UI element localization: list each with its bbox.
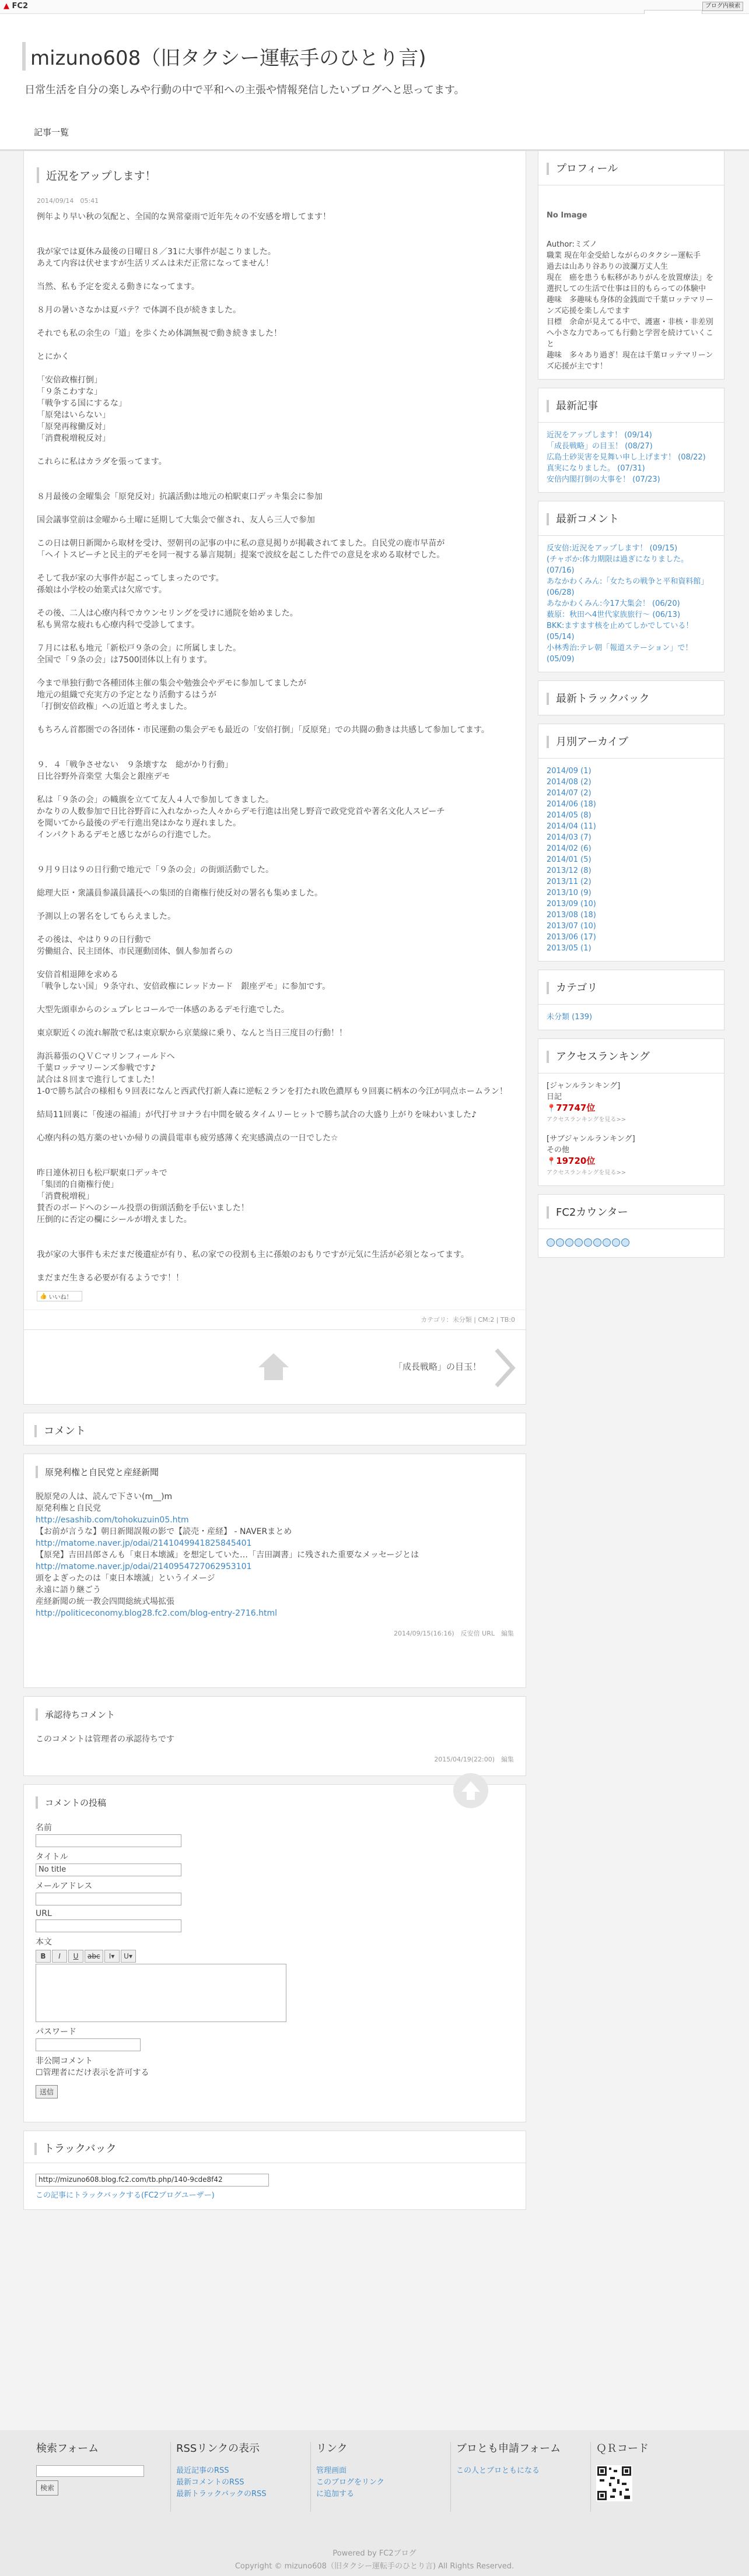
comment-body-line[interactable]: http://matome.naver.jp/odai/2140954727062953101 (36, 1562, 252, 1571)
recent-comments-widget (538, 501, 724, 672)
entry-body-line: 例年より早い秋の気配と、全国的な異常豪雨で近年先々の不安感を増してます！ (37, 212, 331, 222)
archive-link[interactable]: 2014/05 (8) (547, 811, 592, 820)
secret-checkbox[interactable]: ☐ (36, 2068, 43, 2077)
profile-widget (538, 150, 724, 380)
entry-body-line: ７月には私も地元「新松戸９条の会」に所属しました。 (37, 644, 241, 653)
entry-body-line: 結局11回裏に「俊速の福浦」が代打サヨナラ右中間を破るタイムリーヒットで勝ち試合の大盛り上がりを味わいました♪ (37, 1110, 477, 1119)
entry-body-line: 圧倒的に否定の欄にシールが増えました。 (37, 1215, 192, 1224)
entry-body-line: ８月最後の金曜集会「原発反対」抗議活動は地元の柏駅東口デッキ集会に参加 (37, 492, 323, 501)
bold-button[interactable]: B (36, 1950, 51, 1963)
url-label: URL (36, 1909, 52, 1918)
ranking-subgenre-rank: 19720位 (556, 1156, 596, 1166)
entry-body-line: 私は「９条の会」の幟旗を立てて友人４人で参加してきました。 (37, 795, 274, 805)
entry-body-line: 東京駅近くの流れ解散で私は東京駅から京葉線に乗り、なんと当日三度目の行動！！ (37, 1029, 347, 1038)
fc2-search-button[interactable]: ブログ内検索 (702, 2, 743, 11)
entry-body-line: その後は、やはり９の日行動で (37, 935, 151, 945)
footer-qr-title: ＱＲコード (596, 2442, 649, 2455)
nav-entry-list[interactable]: 記事一覧 (34, 127, 69, 138)
comment-body-line[interactable]: http://esashib.com/tohokuzuin05.htm (36, 1515, 189, 1525)
chevron-right-icon[interactable] (493, 1347, 516, 1388)
entry-body-line: 大型先頭車からのシュプレヒコールで一体感のあるデモ行進でした。 (37, 1005, 289, 1015)
entry-body-line: 千葉ロッテマリーンズ参戦です♪ (37, 1064, 156, 1073)
comment-title: 承認待ちコメント (36, 1708, 514, 1721)
recent-comments-title: 最新コメント (547, 513, 619, 525)
profile-line: 趣味 多趣味も身体的金銭面で千葉ロッテマリーンズ応援を楽しんでます (547, 296, 713, 315)
entry-body-line (37, 899, 513, 911)
like-button[interactable] (37, 1291, 82, 1301)
entry-body-line: ８月の暑いさなかは夏バテ？で体調不良が続きました。 (37, 306, 241, 315)
entry-body-line (37, 596, 513, 608)
entry-body-line: インパクトあるデモと感じながらの行進でした。 (37, 830, 216, 840)
trackback-link[interactable]: この記事にトラックバックする(FC2ブログユーザー) (36, 2191, 215, 2200)
recent-comment-link[interactable]: (チャボか:体力期限は過ぎになりました。 (07/16) (547, 555, 689, 575)
subject-field[interactable]: No title (36, 1863, 181, 1876)
entry-body-line: そして我が家の大事件が起こってしまったのです。 (37, 574, 224, 583)
entry-body-line (37, 1261, 513, 1272)
nav-divider (0, 134, 749, 151)
fc2-logo[interactable] (4, 2, 28, 10)
footer (0, 2430, 749, 2576)
entry-body-line: 全国で「９条の会」は7500団体以上有ります。 (37, 655, 212, 665)
entry-body-line: とにかく (37, 352, 69, 362)
archive-link[interactable]: 2014/03 (7) (547, 833, 592, 842)
entry-body-line: 総理大臣・衆議員参議員議長への集団的自衛権行使反対の署名も集めました。 (37, 889, 323, 898)
comment-body (36, 1733, 514, 1745)
submit-button[interactable]: 送信 (36, 2085, 58, 2098)
body-label: 本文 (36, 1938, 52, 1947)
entry-body-line: 昨日連休初日も松戸駅東口デッキで (37, 1168, 167, 1178)
footer-rss-title: RSSリンクの表示 (176, 2442, 260, 2455)
next-entry-link[interactable]: 「成長戦略」の目玉！ (393, 1361, 481, 1372)
format-toolbar (36, 1950, 514, 1963)
entry-body-line: 「消費税増税反対」 (37, 434, 110, 443)
comment-body-line: 【お前が言うな】朝日新聞誤報の影で【読売・産経】 - NAVERまとめ (36, 1527, 292, 1536)
entry-body-line (37, 1039, 513, 1051)
entry-body-line (37, 223, 513, 234)
entry-body-line: 安倍首相退陣を求める (37, 970, 118, 980)
entry-body-line: 我が家の大事件も未だまだ後遺症が有り、私の家での役割も主に孫娘のおもりですが元気に生活が必須となってます。 (37, 1250, 469, 1259)
rss-entries-link[interactable]: 最近記事のRSS (176, 2466, 229, 2475)
font-size-dropdown[interactable]: I▾ (104, 1950, 120, 1963)
entry-body-line (37, 561, 513, 573)
entry-body-line: それでも私の余生の「道」を歩くため体調無視で動き続きました！ (37, 329, 282, 338)
entry-body-line (37, 1156, 513, 1167)
entry-body-line (37, 992, 513, 1004)
secret-label: 非公開コメント (36, 2056, 93, 2066)
entry-body-line: 今まで単独行動で各種団体主催の集会や勉強会やデモに参加してましたが (37, 679, 306, 688)
recent-trackbacks-widget (538, 680, 724, 715)
color-dropdown[interactable]: U▾ (121, 1950, 136, 1963)
archive-link[interactable]: 2014/04 (11) (547, 822, 596, 831)
entry-body-line: 賛否のボードへのシール投票の街頭活動を手伝いました！ (37, 1203, 249, 1213)
ranking-title: アクセスランキング (547, 1051, 650, 1063)
footer-friend-title: ブロとも申請フォーム (456, 2442, 561, 2455)
footer-qr (596, 2442, 649, 2505)
entry-body-line: もちろん首都圏での各団体・市民運動の集会デモも最近の「安倍打倒」「反原発」での共闘の動きは共感して参加してます。 (37, 725, 489, 735)
category-list (547, 1012, 716, 1023)
counter-widget (538, 1194, 724, 1258)
entry-body-line (37, 363, 513, 374)
entry-body-line (37, 841, 513, 852)
entry-body-line: 「原発はいらない」 (37, 410, 110, 420)
entry-body-line (37, 1226, 513, 1237)
fc2-icon: ▲ (4, 2, 9, 10)
entry-body-line: かなりの人数参加で日比谷野音に入れなかった人々からデモ行進は出発し野音で政党党首や著名文化人スピーチ (37, 807, 445, 816)
entry-body-line (37, 782, 513, 794)
qr-code-icon (596, 2465, 632, 2501)
blog-description: 日常生活を自分の楽しみや行動の中で平和への主張や情報発信したいブログへと思ってます。 (24, 84, 465, 96)
recent-comment-link[interactable]: BKK:ますます核を止めてしかでしている！ (05/14) (547, 622, 694, 641)
blog-header (0, 14, 749, 138)
archive-link[interactable]: 2013/08 (18) (547, 911, 596, 920)
entry-body-line: を聞いてから最後のデモ行進出発はかなり遅れました。 (37, 819, 241, 828)
archive-link[interactable]: 2013/09 (10) (547, 900, 596, 908)
footer-friend (456, 2442, 573, 2477)
comment-form (23, 1784, 526, 2122)
archive-link[interactable]: 2013/10 (9) (547, 889, 592, 897)
entry-body-line: まだまだ生きる必要が有るようです！！ (37, 1273, 184, 1283)
body-textarea[interactable] (36, 1964, 286, 2022)
home-icon[interactable] (257, 1352, 290, 1381)
profile-line: 趣味 多々あり過ぎ！現在は千葉ロッテマリーンズ応援が主です！ (547, 351, 713, 371)
admin-link[interactable]: 管理画面 (316, 2466, 347, 2475)
rss-comments-link[interactable]: 最新コメントのRSS (176, 2478, 244, 2487)
entry-meta: カテゴリ：未分類 | CM:2 | TB:0 (24, 1310, 526, 1329)
entry-body-line (37, 1016, 513, 1027)
ranking-widget (538, 1038, 724, 1186)
recent-comment-link[interactable]: 薮原：秋田ヘ4世代家族旅行～ (06/13) (547, 610, 681, 619)
secret-checkbox-label: 管理者にだけ表示を許可する (43, 2068, 149, 2077)
comment-body-line: 脱原発の人は、読んで下さい(m__)m (36, 1492, 173, 1501)
strike-button[interactable]: abc (85, 1950, 103, 1963)
ranking-genre-name: 日記 (547, 1093, 562, 1101)
entry-body-line: 孫娘は小学校の始業式は欠席です。 (37, 585, 167, 595)
recent-trackbacks-title: 最新トラックバック (547, 693, 650, 705)
entry-body-line (37, 339, 513, 351)
comment-body-line: 頭をよぎったのは「東日本壊滅」というイメージ (36, 1574, 215, 1583)
ranking-genre-rank: 77747位 (556, 1103, 596, 1113)
entry-body-line (37, 747, 513, 759)
archive-link[interactable]: 2014/09 (1) (547, 767, 592, 775)
comment-body-line: 原発利権と自民党 (36, 1504, 101, 1513)
name-field[interactable] (36, 1834, 181, 1847)
recent-comment-link[interactable]: 小林秀治:テレ朝「報道ステーション」で！ (05/09) (547, 644, 693, 664)
comment-body-line[interactable]: http://politiceconomy.blog28.fc2.com/blog-entry-2716.html (36, 1609, 278, 1618)
copyright: Copyright © mizuno608（旧タクシー運転手のひとり言) All Rights Reserved. (235, 2562, 514, 2571)
footer-search (36, 2442, 144, 2496)
entry-body-line (37, 316, 513, 328)
like-icon: 👍 (40, 1293, 49, 1300)
ranking-subgenre-link[interactable]: アクセスランキングを見る>> (547, 1170, 626, 1176)
entry-body-line: ９．４「戦争させない ９条壊すな 総がかり行動」 (37, 760, 233, 770)
entry-body-line: 「戦争しない国」９条守れ、安倍政権にレッドカード 銀座デモ」に参加です。 (37, 982, 331, 991)
entry-body-line (37, 526, 513, 538)
recent-entries-widget (538, 388, 724, 493)
entry-body-line: 日比谷野外音楽堂 大集会と銀座デモ (37, 772, 170, 781)
profile-avatar: No Image (547, 211, 587, 220)
entry-body-line: 「集団的自衛権行使」 (37, 1180, 118, 1189)
entry-body-line: 「消費税増税」 (37, 1192, 94, 1201)
underline-button[interactable]: U (68, 1950, 83, 1963)
recent-comment-link[interactable]: あなかわくみん:「女たちの戦争と平和資料館」 (06/28) (547, 577, 709, 597)
comment-item (23, 1696, 526, 1776)
name-label: 名前 (36, 1823, 52, 1833)
entry-body-line (37, 479, 513, 491)
recent-comment-link[interactable]: 反安倍:近況をアップします！ (09/15) (547, 544, 678, 553)
password-field[interactable] (36, 2038, 141, 2051)
entry-body-line: 「打倒安倍政権」への近道と考えました。 (37, 702, 192, 711)
entry (23, 150, 526, 1330)
ranking-subgenre-name: その他 (547, 1146, 570, 1154)
url-field[interactable] (36, 1919, 181, 1932)
entry-body-line (37, 957, 513, 969)
archive-link[interactable]: 2013/06 (17) (547, 933, 596, 942)
archive-link[interactable]: 2014/02 (6) (547, 844, 592, 853)
ranking-pin-icon: 📍 (547, 1157, 556, 1166)
subject-label: タイトル (36, 1852, 68, 1862)
mail-label: メールアドレス (36, 1882, 93, 1891)
entry-body-line: 「安倍政権打倒」 (37, 375, 102, 385)
archive-link[interactable]: 2013/07 (10) (547, 922, 596, 931)
entry-body-line (37, 852, 513, 864)
recent-entry-link[interactable]: 「成長戦略」の目玉！ (08/27) (547, 442, 653, 451)
password-label: パスワード (36, 2027, 76, 2037)
profile-line: 職業 現在年金受給しながらのタクシー運転手 (547, 251, 701, 260)
entry-body-line (37, 1097, 513, 1109)
ranking-genre-link[interactable]: アクセスランキングを見る>> (547, 1117, 626, 1123)
profile-line: 過去は山あり谷ありの波瀾万丈人生 (547, 262, 668, 271)
entry-body-line: 国会議事堂前は金曜から土曜に延期して大集会で催され、友人ら三人で参加 (37, 515, 315, 525)
entry-body-line: その後、二人は心療内科でカウンセリングを受けに通院を始めました。 (37, 609, 298, 618)
footer-links-title: リンク (316, 2442, 348, 2455)
archive-link[interactable]: 2014/06 (18) (547, 800, 596, 809)
archive-link[interactable]: 2014/07 (2) (547, 789, 592, 798)
ranking-pin-icon: 📍 (547, 1104, 556, 1113)
entry-body (37, 211, 513, 1284)
footer-search-input[interactable] (36, 2465, 144, 2477)
entry-body-line (37, 444, 513, 456)
like-label: いいね！ (48, 1294, 72, 1301)
entry-body-line (37, 713, 513, 724)
entry-body-line: ９月９日は９の日行動で地元で「９条の会」の街頭活動でした。 (37, 865, 274, 875)
entry-body-line: この日は朝日新聞から取材を受け、翌朝刊の記事の中に私の意見掲りが掲載されてました。自民党の鹿市早苗が (37, 539, 445, 548)
archive-link[interactable]: 2013/11 (2) (547, 878, 592, 886)
footer-links (316, 2442, 433, 2500)
profile-line: 現在 癌を患うも転移がありがんを放置療法」を選択しての生活で仕事は目的もらっての体験中 (547, 273, 714, 293)
comment-body-line: 永遠に語り継ごう (36, 1585, 101, 1595)
entry-body-line (37, 1121, 513, 1132)
trackback-box (23, 2163, 526, 2210)
comments-heading-label: コメント (34, 1425, 86, 1437)
archive-list (547, 766, 716, 954)
entry-pager (23, 1330, 526, 1405)
entry-body-line: 心療内科の処方薬のせいか帰りの満員電車も疲労感薄く充実感満点の一日でした☆ (37, 1133, 338, 1143)
comment-body-line[interactable]: http://matome.naver.jp/odai/2141049941825845401 (36, 1539, 252, 1548)
profile-title: プロフィール (547, 163, 618, 175)
footer-search-title: 検索フォーム (36, 2442, 99, 2455)
entry-body-line: これらに私はカラダを張ってます。 (37, 457, 167, 466)
comment-footer: 2015/04/19(22:00) 編集 (434, 1756, 514, 1763)
entry-body-line (37, 666, 513, 678)
main-column (23, 150, 526, 2210)
entry-body-line: 「ヘイトスピーチと民主的デモを同一視する暴言規制」提案で波紋を起こした件での意見を求める取材でした。 (37, 550, 445, 560)
recent-entry-link[interactable]: 安倍内閣打倒の大事を！ (07/23) (547, 475, 660, 484)
entry-body-line: 我が家では夏休み最後の日曜日８／31に大事件が起こりました。 (37, 247, 276, 257)
archive-link[interactable]: 2013/12 (8) (547, 866, 592, 875)
entry-body-line (37, 269, 513, 281)
entry-body-line: 私も異常な疲れも心療内科で受診してます。 (37, 620, 200, 630)
footer-search-button[interactable]: 検索 (36, 2480, 58, 2496)
entry-body-line: 労働組合、民主団体、市民運動団体、個人参加者らの (37, 947, 233, 956)
trackback-heading-label: トラックバック (34, 2143, 117, 2155)
entry-body-line: 予測以上の署名をしてもらえました。 (37, 912, 176, 921)
ranking-subgenre-label: [サブジャンルランキング] (547, 1135, 635, 1143)
entry-body-line (37, 503, 513, 514)
entry-body-line: 「戦争する国にするな」 (37, 399, 127, 408)
comment-footer: 2014/09/15(16:16) 反安倍 URL 編集 (393, 1630, 514, 1637)
visitor-counter (547, 1238, 716, 1247)
scroll-to-top-icon[interactable] (453, 1773, 488, 1808)
blog-title[interactable]: mizuno608（旧タクシー運転手のひとり言) (22, 42, 426, 71)
archive-link[interactable]: 2014/01 (5) (547, 855, 592, 864)
entry-body-line (37, 234, 513, 246)
entry-date: 2014/09/14 05:41 (37, 197, 99, 205)
entry-body-line: 地元の組織で充実方の予定となり活動するはうが (37, 690, 216, 700)
entry-body-line: 試合は８回まで進行してました！ (37, 1075, 159, 1085)
recent-comments-list (547, 543, 716, 665)
comment-item (23, 1454, 526, 1688)
comment-body-line: このコメントは管理者の承認待ちです (36, 1735, 174, 1744)
category-widget (538, 970, 724, 1030)
friend-request-link[interactable]: この人とブロともになる (456, 2466, 540, 2475)
sidebar (538, 150, 724, 1266)
entry-body-line (37, 631, 513, 643)
entry-body-line: 「９条こわすな」 (37, 387, 102, 396)
profile-text (547, 239, 716, 372)
entry-title[interactable]: 近況をアップします！ (37, 167, 513, 183)
powered-by[interactable]: Powered by FC2ブログ (332, 2549, 416, 2558)
entry-body-line (37, 1144, 513, 1156)
comment-form-title: コメントの投稿 (36, 1796, 514, 1809)
entry-body-line: 海浜幕張のＱＶＣマリンフィールドへ (37, 1052, 175, 1061)
archive-link[interactable]: 2013/05 (1) (547, 944, 592, 953)
archive-link[interactable]: 2014/08 (2) (547, 778, 592, 787)
category-title: カテゴリ (547, 982, 597, 994)
rss-trackbacks-link[interactable]: 最新トラックバックのRSS (176, 2490, 267, 2498)
archive-widget (538, 724, 724, 961)
entry-body-line (37, 736, 513, 747)
profile-line: Author:ミズノ (547, 240, 597, 249)
comments-heading (23, 1413, 526, 1445)
comment-body-line: 【原発】吉田昌郎さんも「東日本壊滅」を想定していた…「吉田調書」に残された重要なメッセージとは (36, 1550, 419, 1560)
recent-comment-link[interactable]: あなかわくみん:今17大集会！ (06/20) (547, 599, 680, 608)
recent-entries-list (547, 430, 716, 485)
entry-body-line: あえて内容は伏せますが生活リズムは未だ正常になってません！ (37, 259, 274, 268)
comment-title: 原発利権と自民党と産経新聞 (36, 1466, 514, 1478)
footer-rss (176, 2442, 304, 2500)
recent-entry-link[interactable]: 真実になりました。 (07/31) (547, 464, 645, 473)
recent-entry-link[interactable]: 近況をアップします！ (09/14) (547, 431, 652, 440)
counter-title: FC2カウンター (547, 1206, 628, 1219)
entry-body-line (37, 922, 513, 934)
entry-body-line (37, 876, 513, 887)
entry-body-line (37, 468, 513, 479)
entry-body-line: 当然、私も予定を変える動きになってます。 (37, 282, 200, 292)
comment-body (36, 1491, 514, 1619)
comment-body-line: 産経新聞の統一教会四間総統式場拡張 (36, 1597, 174, 1606)
trackback-heading (23, 2131, 526, 2163)
trackback-url-field[interactable]: http://mizuno608.blog.fc2.com/tb.php/140-9cde8f42 (36, 2174, 269, 2187)
entry-body-line (37, 293, 513, 304)
fc2-logo-text: FC2 (12, 2, 28, 10)
fc2-toolbar (0, 0, 749, 14)
profile-line: 目標 余命が見えてる中で、護憲・非核・非差別へ小さな力であっても行動と学習を続けていくこと (547, 318, 713, 349)
italic-button[interactable]: I (52, 1950, 67, 1963)
entry-body-line: 1-0で勝ち試合の様相も９回表になんと西武代打新人森に逆転２ランを打たれ敗色濃厚も９回裏に柄本の今江が同点ホームラン！ (37, 1087, 508, 1096)
recent-entries-title: 最新記事 (547, 400, 598, 412)
archive-title: 月別アーカイブ (547, 736, 628, 748)
ranking-genre-label: [ジャンルランキング] (547, 1082, 621, 1090)
add-link-link[interactable]: このブログをリンクに追加する (316, 2478, 384, 2498)
category-link[interactable]: 未分類 (139) (547, 1013, 593, 1022)
mail-field[interactable] (36, 1893, 181, 1905)
recent-entry-link[interactable]: 広島土砂災害を見舞い申し上げます！ (08/22) (547, 453, 706, 462)
entry-body-line (37, 1237, 513, 1249)
entry-body-line: 「原発再稼働反対」 (37, 422, 110, 431)
